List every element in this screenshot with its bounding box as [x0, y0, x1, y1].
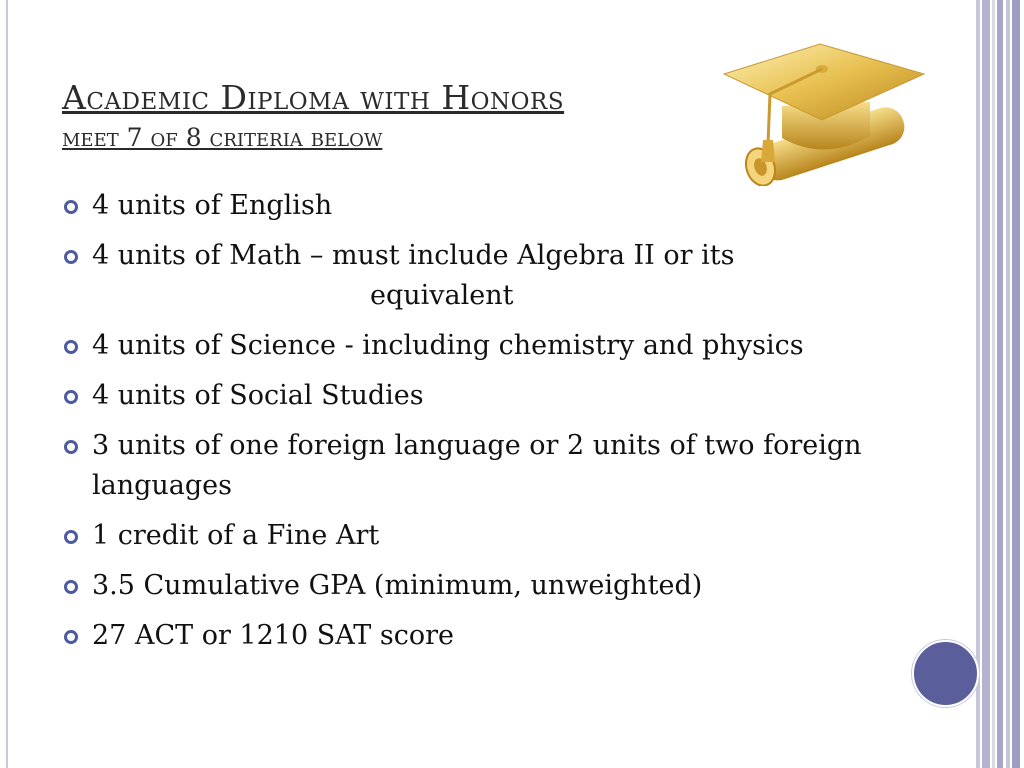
decor-bar: [1006, 0, 1010, 768]
right-decorative-bars: [976, 0, 1024, 768]
list-item-text: 4 units of Math – must include Algebra II or its: [92, 240, 735, 271]
ring-bullet-icon: [64, 630, 78, 644]
decor-bar: [976, 0, 980, 768]
list-item-text: 3.5 Cumulative GPA (minimum, unweighted): [92, 570, 703, 601]
ring-bullet-icon: [64, 440, 78, 454]
list-item: [62, 426, 882, 506]
ring-bullet-icon: [64, 530, 78, 544]
slide-title: [62, 80, 742, 152]
list-item: [62, 566, 882, 606]
ring-bullet-icon: [64, 250, 78, 264]
list-item: [62, 326, 882, 366]
list-item-text: 27 ACT or 1210 SAT score: [92, 620, 454, 651]
list-item: [62, 376, 882, 416]
list-item: [62, 186, 882, 226]
left-border-line: [6, 0, 8, 768]
decorative-circle: [912, 640, 979, 707]
title-line-2: meet 7 of 8 criteria below: [62, 123, 383, 153]
graduation-cap-diploma-icon: [712, 36, 932, 186]
list-item: [62, 616, 882, 656]
list-item-text: 4 units of Social Studies: [92, 380, 424, 411]
decor-bar: [1012, 0, 1020, 768]
decor-bar: [997, 0, 1003, 768]
list-item-continuation: equivalent: [370, 280, 514, 311]
list-item-text: 4 units of Science - including chemistry and physics: [92, 330, 804, 361]
ring-bullet-icon: [64, 200, 78, 214]
list-item-text: 1 credit of a Fine Art: [92, 520, 380, 551]
list-item: [62, 236, 882, 316]
title-line-1: Academic Diploma with Honors: [62, 78, 565, 117]
ring-bullet-icon: [64, 580, 78, 594]
list-item: [62, 516, 882, 556]
ring-bullet-icon: [64, 340, 78, 354]
decor-bar: [982, 0, 990, 768]
criteria-list: [62, 186, 882, 666]
ring-bullet-icon: [64, 390, 78, 404]
list-item-text: 4 units of English: [92, 190, 333, 221]
list-item-text: 3 units of one foreign language or 2 units of two foreign languages: [92, 430, 862, 501]
decor-bar: [992, 0, 995, 768]
